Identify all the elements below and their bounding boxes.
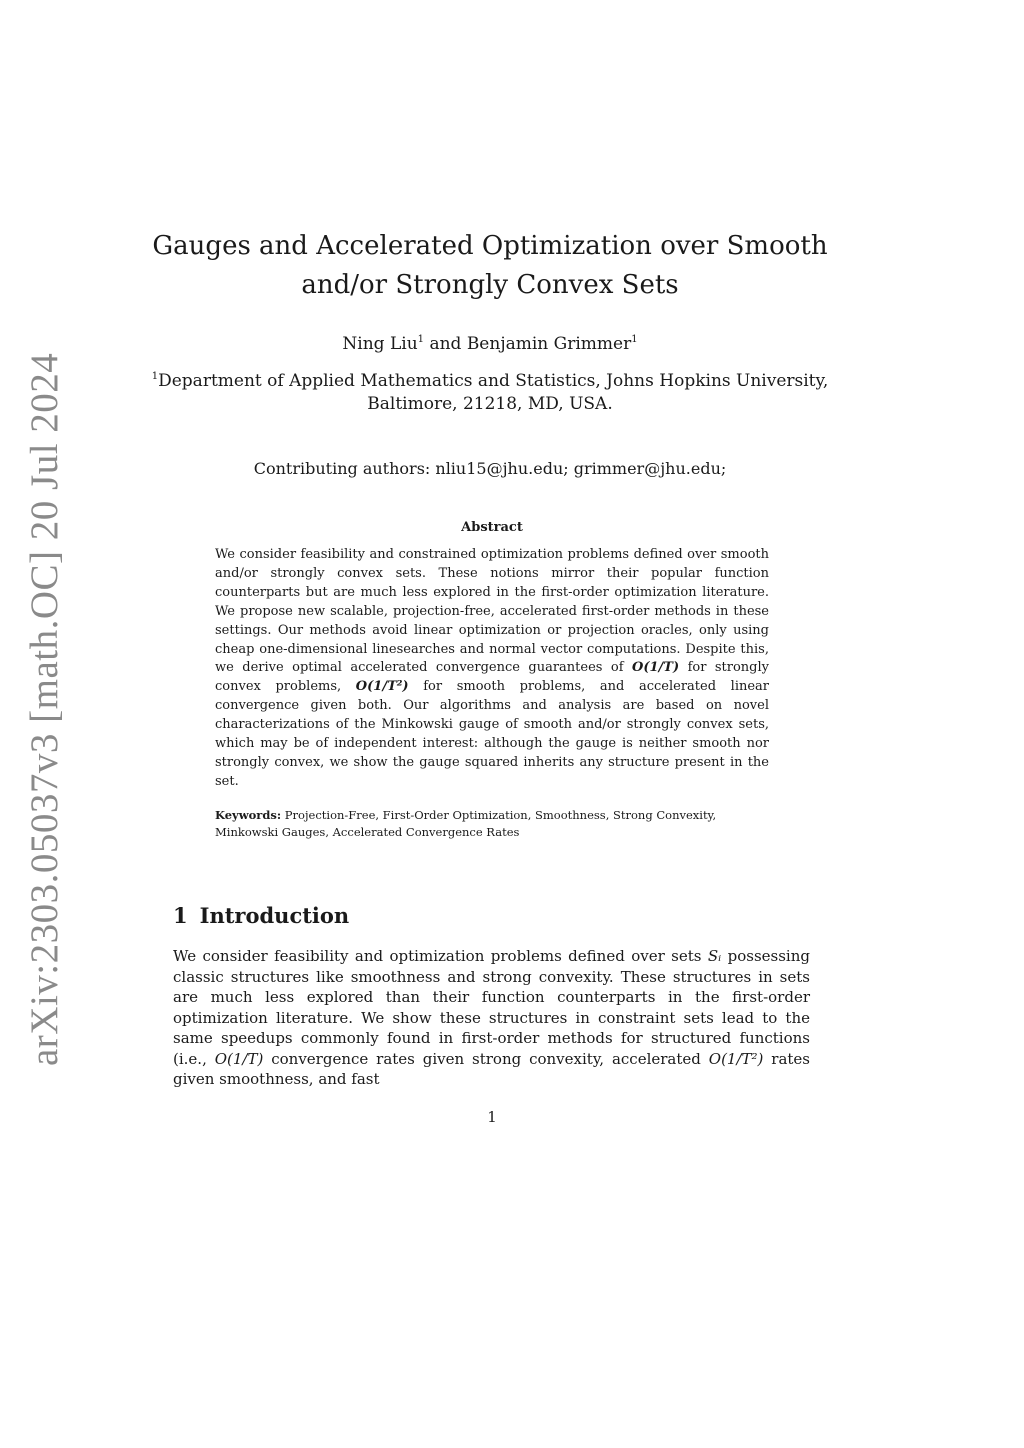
keywords [215,807,769,840]
affiliation-mark: 1 [417,334,425,345]
section-title: Introduction [199,903,350,928]
section-heading [173,903,349,928]
affiliation-mark: 1 [151,371,159,382]
author-name: Benjamin Grimmer [466,334,632,354]
introduction-paragraph [173,946,810,1090]
abstract-text: We consider feasibility and constrained optimization problems defined over smooth and/or strongly convex sets. These notions mirror their popular function counterparts but are much less explored in the first-order optimization literature. We propose new scalable, projection-free, accelerated first-order methods in these settings. Our methods avoid linear optimization or projection oracles, only using cheap one-dimensional linesearches and normal vector computations. Despite this, we derive optimal accelerated convergence guarantees of [215,547,769,676]
author-list [150,334,830,354]
keywords-text: Projection-Free, First-Order Optimization, Smoothness, Strong Convexity, Minkowski Gauges, Accelerated Convergence Rates [215,808,717,839]
abstract-math: O(1/T²) [355,679,409,695]
affiliation-text: Department of Applied Mathematics and Statistics, Johns Hopkins University, Baltimore, 21218, MD, USA. [158,371,829,414]
body-text: We consider feasibility and optimization problems defined over sets [173,947,702,965]
keywords-label: Keywords: [215,808,282,822]
abstract-math: O(1/T) [632,660,680,676]
section-number: 1 [173,903,188,928]
body-text: rates given smoothness, and fast [173,1049,810,1088]
abstract-heading: Abstract [461,520,523,535]
affiliation [150,370,830,416]
body-math: O(1/T) [214,1049,264,1068]
affiliation-mark: 1 [631,334,638,345]
body-text: convergence rates given strong convexity, accelerated [271,1049,701,1068]
abstract-body [215,546,769,792]
abstract-text: for strongly convex problems, [215,660,769,695]
abstract-text: for smooth problems, and accelerated linear convergence given both. Our algorithms and analysis are based on novel characterizations of the Minkowski gauge of smooth and/or strongly convex sets, which may be of independent interest: although the gauge is neither smooth nor strongly convex, we show the gauge squared inherits any structure present in the set. [215,679,770,789]
arxiv-identifier: arXiv:2303.05037v3 [math.OC] 20 Jul 2024 [23,352,66,1066]
author-separator: and [429,334,462,354]
author-name: Ning Liu [342,334,418,354]
body-text: possessing classic structures like smoothness and strong convexity. These structures in sets are much less explored than their function counterparts in the first-order optimization literature. We show these structures in constraint sets lead to the same speedups commonly found in first-order methods for structured functions (i.e., [173,947,810,1068]
paper-title: Gauges and Accelerated Optimization over Smooth and/or Strongly Convex Sets [152,231,828,300]
contributing-authors: Contributing authors: nliu15@jhu.edu; grimmer@jhu.edu; [253,459,727,478]
body-math: O(1/T²) [708,1049,764,1068]
page-number: 1 [487,1108,497,1126]
body-math: Sᵢ [707,947,722,965]
